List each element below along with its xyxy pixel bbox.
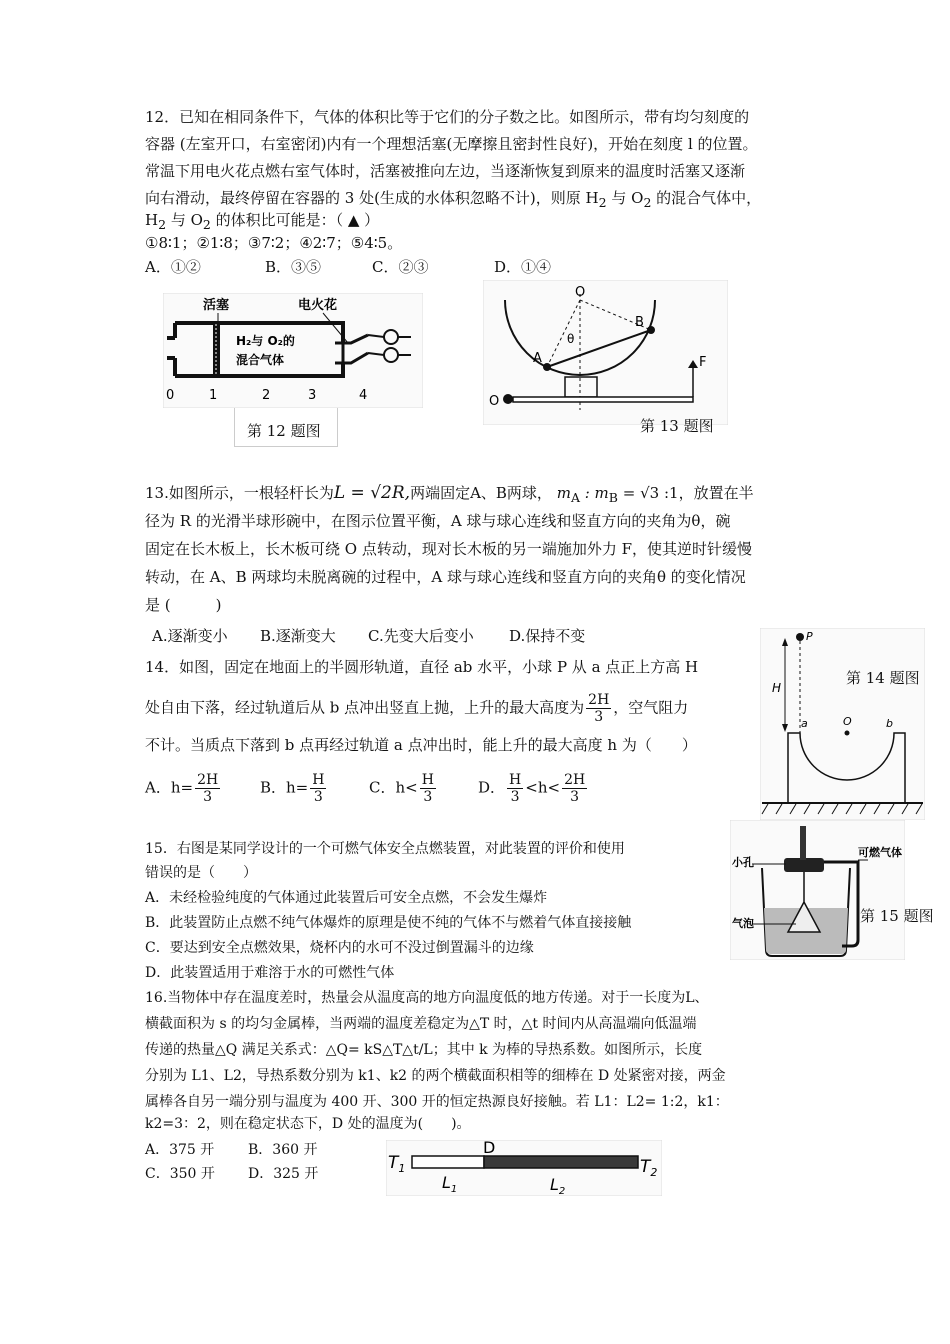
q14-frac-num: 2H (588, 692, 610, 708)
q13-line1-text-b: 两端固定A、B两球， (410, 484, 552, 502)
q14-opt-b-den: 3 (313, 789, 323, 805)
q16-label-t2: $T_2$ (640, 1157, 658, 1179)
q12-tick-3: 3 (308, 388, 317, 403)
q13-line1-text-c: ，放置在半 (678, 484, 754, 502)
q14-opt-b-num: H (312, 772, 325, 788)
q13-line1-text-a: 13.如图所示，一根轻杆长为 (145, 484, 334, 502)
q12-line5-sub-o2: 2 (202, 217, 211, 232)
q12-label-spark: 电火花 (298, 298, 338, 313)
q13-mass-a-sub: A (570, 490, 580, 505)
q13-option-d: D.保持不变 (509, 627, 586, 645)
q12-line5-text-a: H (145, 211, 159, 229)
q13-label-b: B (635, 315, 644, 330)
q15-option-d: D．此装置适用于难溶于水的可燃性气体 (145, 965, 395, 981)
q12-tick-0: 0 (166, 388, 175, 403)
q14-opt-d-label: D． (478, 778, 506, 797)
q13-line4: 转动，在 A、B 两球均未脱离碗的过程中，A 球与球心连线和竖直方向的夹角θ 的变化情况 (145, 568, 746, 586)
q14-opt-d-den1: 3 (510, 789, 520, 805)
q14-option-b (260, 772, 328, 805)
q12-line3: 常温下用电火花点燃右室气体时，活塞被推向左边，当逐渐恢复到原来的温度时活塞又逐渐 (145, 162, 746, 180)
q14-option-c (369, 772, 438, 805)
q12-ratios: ①8∶1；②1∶8；③7∶2；④2∶7；⑤4∶5。 (145, 234, 403, 252)
q15-option-b: B．此装置防止点燃不纯气体爆炸的原理是使不纯的气体不与燃着气体直接接触 (145, 915, 632, 931)
q12-line4-sub-o2: 2 (643, 195, 652, 210)
q14-opt-c-label: C．h< (369, 778, 418, 797)
q16-line4: 分别为 L1、L2，导热系数分别为 k1、k2 的两个横截面积相等的细棒在 D 处紧密对接，两金 (145, 1068, 726, 1084)
q12-line2: 容器 (左室开口，右室密闭)内有一个理想活塞(无摩擦且密封性良好)，开始在刻度 l 的位置。 (145, 135, 758, 153)
q13-mass-ratio: = √3 :1 (617, 484, 679, 502)
q16-option-b: B．360 开 (248, 1142, 318, 1158)
q16-rod-2 (484, 1156, 638, 1168)
q12-gas-line1: H₂与 O₂的 (236, 334, 295, 348)
q16-label-t1: $T_1$ (388, 1153, 406, 1175)
q13-caption: 第 13 题图 (640, 417, 714, 435)
q12-line4-text-e: 的混合气体中， (651, 189, 762, 207)
q12-line4-text-c: 与 O (606, 189, 644, 207)
q16-label-l1: $L_1$ (442, 1173, 458, 1195)
q14-line1: 14．如图，固定在地面上的半圆形轨道，直径 ab 水平，小球 P 从 a 点正上方高 H (145, 658, 699, 676)
q14-fraction-2h3 (586, 692, 611, 725)
q13-label-f: F (699, 355, 707, 370)
q14-frac-den: 3 (594, 709, 604, 725)
q15-label-bubble: 气泡 (732, 917, 754, 930)
q13-label-theta: θ (567, 332, 575, 346)
q13-option-a: A.逐渐变小 (152, 627, 228, 645)
q12-figure-frame (163, 293, 423, 408)
q12-option-c: C．②③ (372, 258, 429, 276)
q15-option-c: C．要达到安全点燃效果，烧杯内的水可不没过倒置漏斗的边缘 (145, 940, 534, 956)
q14-option-a (145, 772, 222, 805)
q14-opt-c-den: 3 (423, 789, 433, 805)
q12-tick-1: 1 (209, 388, 218, 403)
q14-line3: 不计。当质点下落到 b 点再经过轨道 a 点冲出时，能上升的最大高度 h 为（ ） (145, 736, 697, 754)
q14-label-p: P (806, 630, 813, 643)
q14-label-o: O (843, 715, 852, 728)
q15-label-hole: 小孔 (732, 856, 754, 869)
q14-figure (760, 628, 925, 820)
q15-line2: 错误的是（ ） (145, 865, 257, 881)
q13-label-o-pivot: O (489, 394, 500, 409)
q12-line5-text-c: 与 O (166, 211, 203, 229)
q14-option-d (478, 772, 589, 805)
q13-line3: 固定在长木板上，长木板可绕 O 点转动，现对长木板的另一端施加外力 F，使其逆时针缓慢 (145, 540, 753, 558)
q13-option-c: C.先变大后变小 (368, 627, 474, 645)
q12-tick-4: 4 (359, 388, 368, 403)
q14-ball-p (796, 633, 804, 641)
q14-line2-text-b: ，空气阻力 (613, 698, 689, 717)
q14-line2-text-a: 处自由下落，经过轨道后从 b 点冲出竖直上抛，上升的最大高度为 (145, 698, 585, 717)
q14-opt-b-label: B．h= (260, 778, 309, 797)
q14-caption: 第 14 题图 (846, 669, 920, 687)
q12-option-a: A．①② (145, 258, 201, 276)
q12-tick-2: 2 (262, 388, 271, 403)
q12-line5-sub-h2: 2 (158, 217, 167, 232)
q14-line2 (145, 692, 688, 725)
q14-opt-d-num1: H (509, 772, 522, 788)
q14-label-h: H (772, 681, 782, 695)
q14-center (845, 731, 850, 736)
q16-line6: k2=3：2，则在稳定状态下，D 处的温度为( )。 (145, 1116, 471, 1132)
q13-line5: 是 ( ) (145, 596, 222, 614)
q13-mass-a: m (556, 484, 571, 502)
q13-mass-b: : m (579, 484, 609, 502)
q14-opt-a-label: A．h= (145, 778, 194, 797)
q13-ball-a (543, 363, 551, 371)
q12-caption: 第 12 题图 (247, 422, 321, 440)
q13-pivot (503, 394, 513, 404)
q14-opt-d-mid: <h< (525, 778, 561, 797)
q16-line5: 属棒各自另一端分别与温度为 400 开、300 开的恒定热源良好接触。若 L1：L2= 1:2，k1： (145, 1094, 729, 1110)
q15-label-gas: 可燃气体 (858, 846, 902, 859)
q16-option-d: D．325 开 (248, 1166, 319, 1182)
q13-line1 (145, 480, 754, 511)
q16-option-c: C．350 开 (145, 1166, 215, 1182)
q12-option-d: D．①④ (494, 258, 552, 276)
q16-figure (386, 1140, 662, 1196)
q13-label-o-top: O (575, 285, 586, 300)
q13-line2: 径为 R 的光滑半球形碗中，在图示位置平衡，A 球与球心连线和竖直方向的夹角为θ，碗 (145, 512, 731, 530)
q15-option-a: A．未经检验纯度的气体通过此装置后可安全点燃，不会发生爆炸 (145, 890, 548, 906)
q13-mass-b-sub: B (608, 490, 618, 505)
q14-opt-c-num: H (421, 772, 434, 788)
q15-stopper (784, 858, 824, 872)
q16-label-l2: $L_2$ (550, 1175, 566, 1196)
q12-label-piston: 活塞 (203, 298, 230, 313)
q16-label-d: D (483, 1140, 496, 1157)
q15-caption: 第 15 题图 (860, 907, 934, 925)
q16-rod-1 (412, 1156, 484, 1168)
q13-ball-b (647, 326, 655, 334)
q15-figure (730, 820, 905, 960)
q16-line3: 传递的热量△Q 满足关系式：△Q= kS△T△t/L；其中 k 为棒的导热系数。如图所示，长度 (145, 1042, 703, 1058)
q15-line1: 15．右图是某同学设计的一个可燃气体安全点燃装置，对此装置的评价和使用 (145, 841, 625, 857)
q14-label-b: b (886, 717, 893, 730)
q13-label-a: A (533, 351, 542, 366)
q13-figure (483, 280, 728, 425)
q14-opt-a-den: 3 (203, 789, 213, 805)
q12-line5-text-e: 的体积比可能是：（ ▲ ） (210, 211, 380, 229)
q12-figure (163, 293, 423, 408)
q13-formula-length: L = √2R, (333, 483, 411, 503)
q14-label-a: a (801, 717, 808, 730)
q12-gas-line2: 混合气体 (236, 353, 285, 367)
q12-line4-text-a: 向右滑动，最终停留在容器的 3 处(生成的水体积忽略不计)，则原 H (145, 189, 599, 207)
q16-option-a: A．375 开 (145, 1142, 215, 1158)
q14-opt-a-num: 2H (197, 772, 219, 788)
q12-option-b: B．③⑤ (265, 258, 322, 276)
q13-figure-frame (483, 280, 728, 425)
q12-line4-sub-h2: 2 (598, 195, 607, 210)
q14-opt-d-num2: 2H (564, 772, 586, 788)
q13-board (513, 397, 693, 402)
q14-opt-d-den2: 3 (570, 789, 580, 805)
q13-option-b: B.逐渐变大 (260, 627, 336, 645)
q16-line1: 16.当物体中存在温度差时，热量会从温度高的地方向温度低的地方传递。对于一长度为L、 (145, 990, 709, 1006)
q16-line2: 横截面积为 s 的均匀金属棒，当两端的温度差稳定为△T 时，△t 时间内从高温端向低温端 (145, 1016, 697, 1032)
q12-line1: 12．已知在相同条件下，气体的体积比等于它们的分子数之比。如图所示，带有均匀刻度的 (145, 108, 750, 126)
